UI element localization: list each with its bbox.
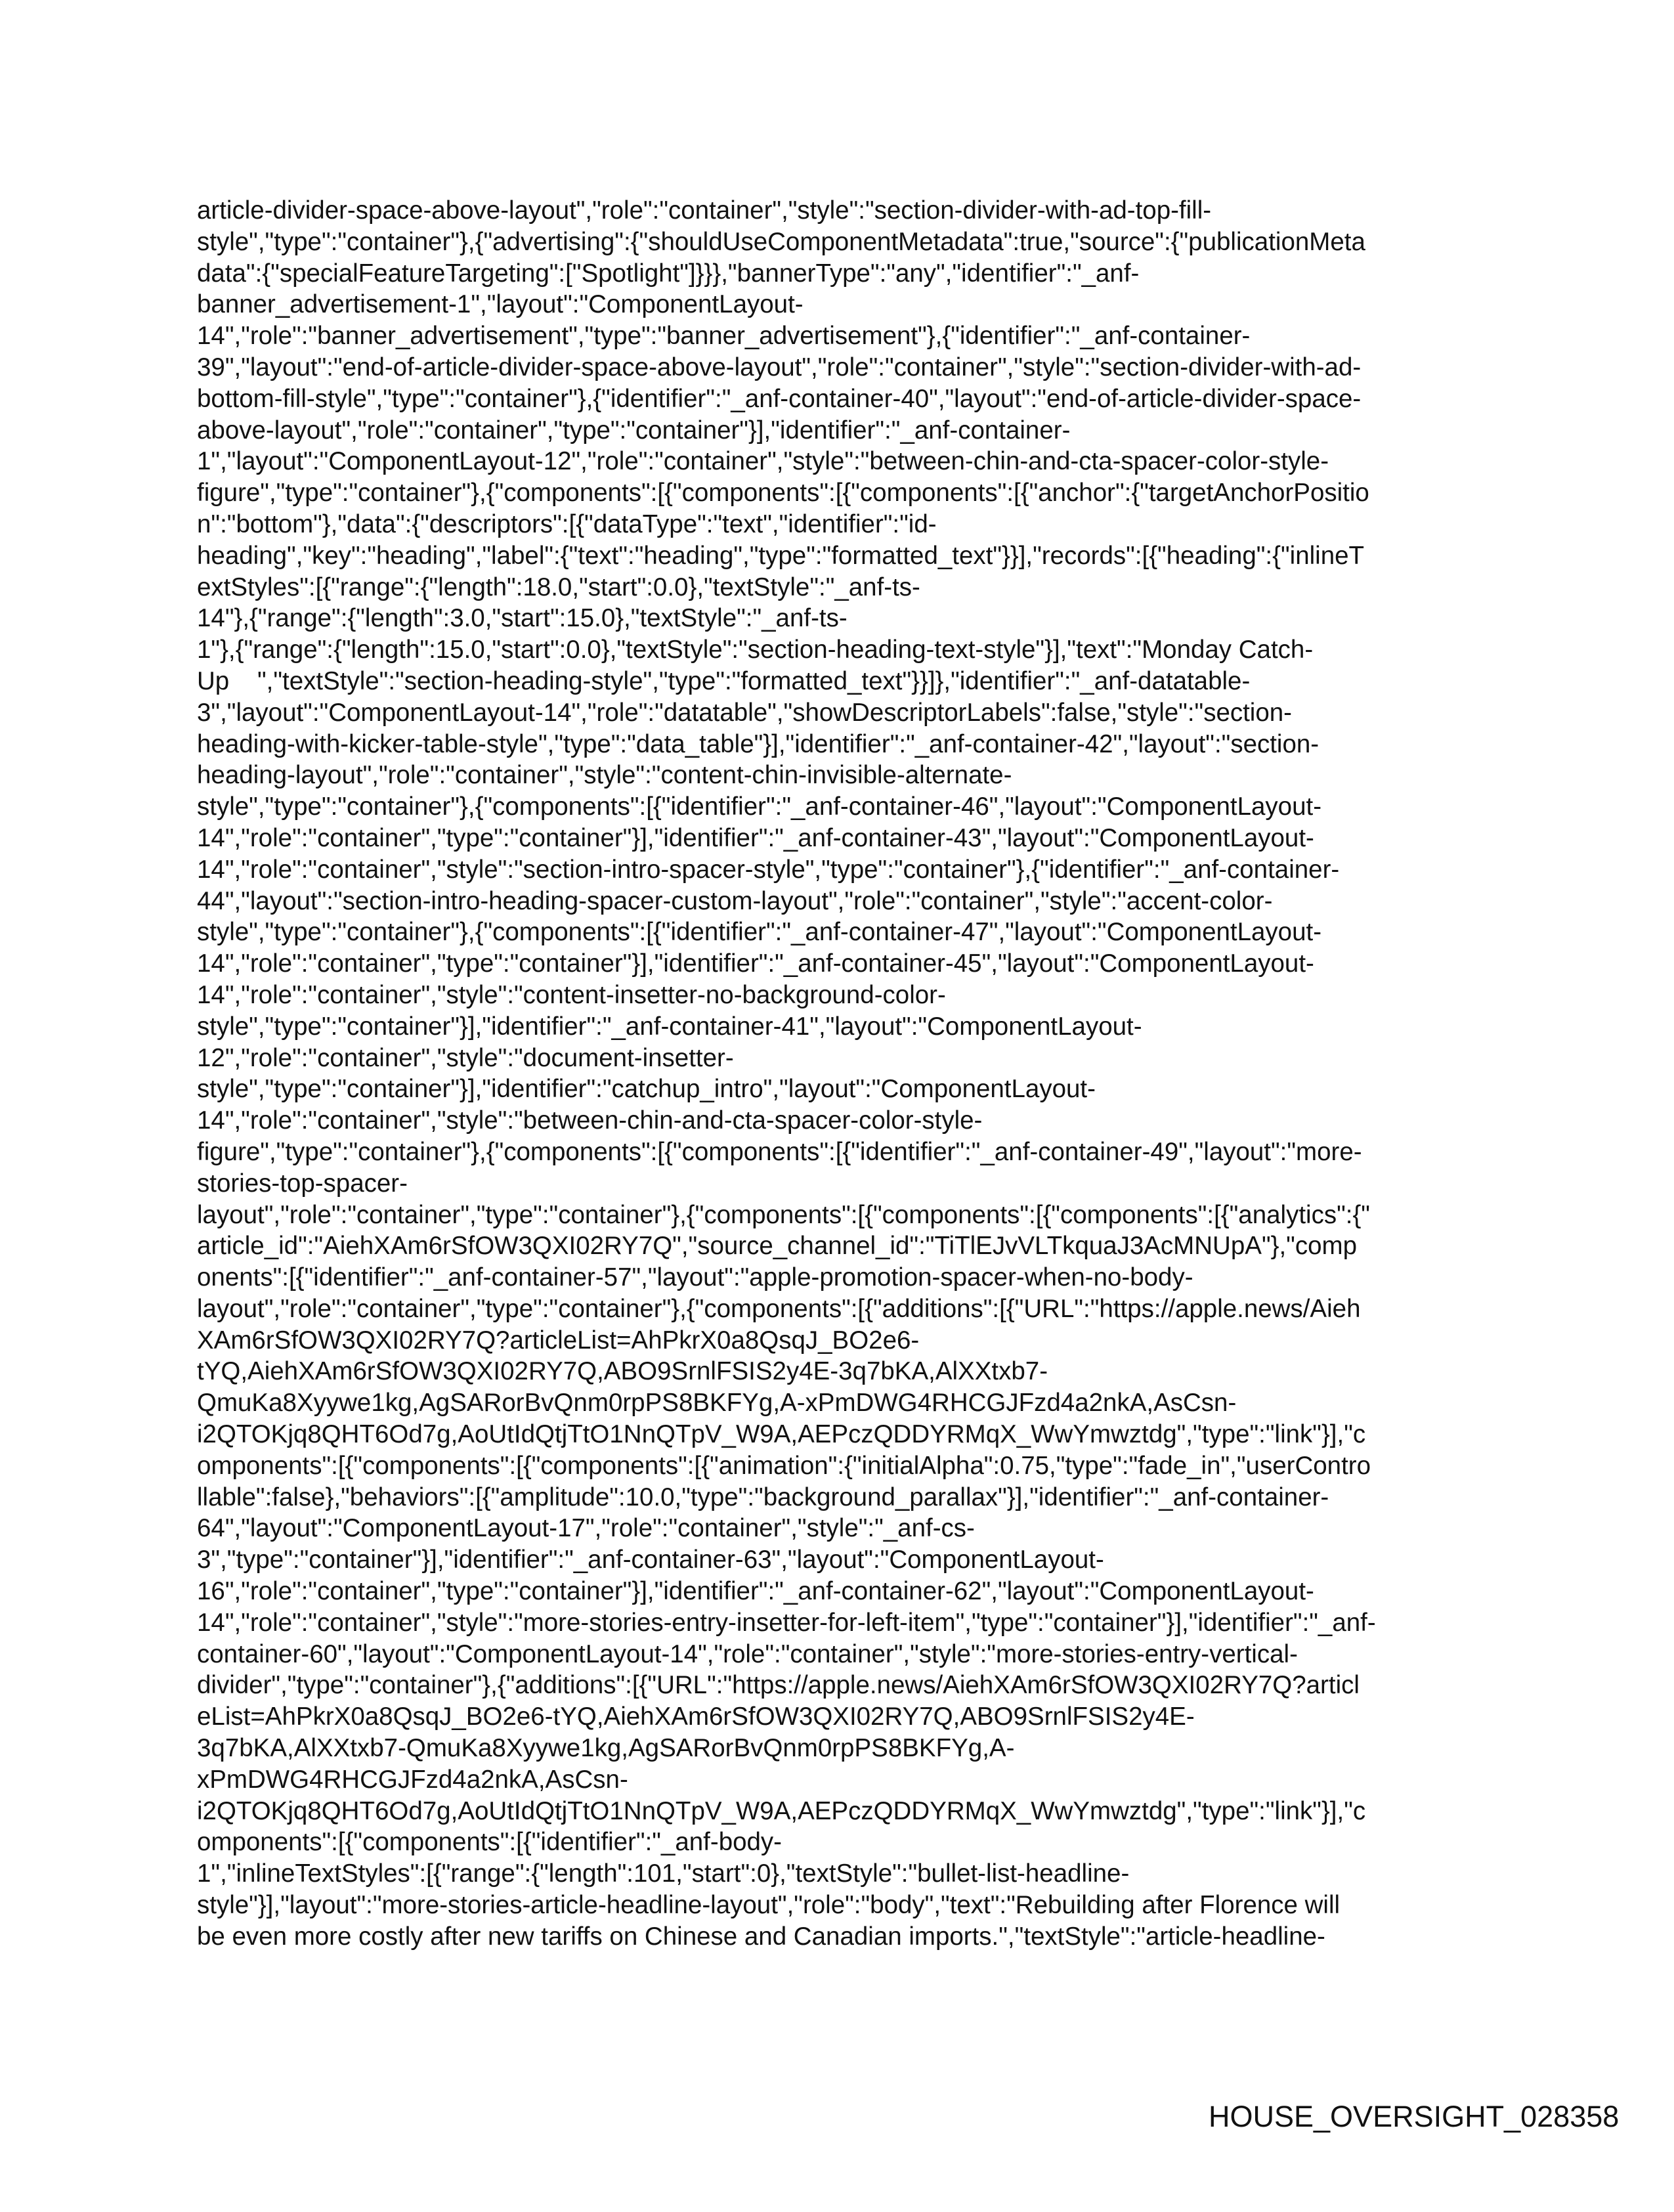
text-line: llable":false},"behaviors":[{"amplitude":10.0,"type":"background_parallax"}],"identifier":"_anf-container-: [197, 1483, 1329, 1511]
text-line: style","type":"container"}],"identifier":"catchup_intro","layout":"ComponentLayout-: [197, 1075, 1096, 1104]
text-line: XAm6rSfOW3QXI02RY7Q?articleList=AhPkrX0a8QsqJ_BO2e6-: [197, 1326, 920, 1355]
text-line: 3q7bKA,AlXXtxb7-QmuKa8Xyywe1kg,AgSARorBvQnm0rpPS8BKFYg,A-: [197, 1734, 1015, 1763]
text-line: 12","role":"container","style":"document-insetter-: [197, 1043, 734, 1072]
text-line: extStyles":[{"range":{"length":18.0,"start":0.0},"textStyle":"_anf-ts-: [197, 573, 920, 601]
text-line: heading-layout","role":"container","style":"content-chin-invisible-alternate-: [197, 761, 1012, 790]
text-line: layout","role":"container","type":"container"},{"components":[{"additions":[{"URL":"https://apple.news/Aieh: [197, 1294, 1361, 1323]
text-line: omponents":[{"components":[{"identifier":"_anf-body-: [197, 1828, 783, 1857]
text-line: bottom-fill-style","type":"container"},{"identifier":"_anf-container-40","layout":"end-of-article-divider-space-: [197, 384, 1362, 413]
text-line: 1","inlineTextStyles":[{"range":{"length":101,"start":0},"textStyle":"bullet-list-headline-: [197, 1859, 1130, 1888]
text-line: banner_advertisement-1","layout":"ComponentLayout-: [197, 290, 804, 319]
text-line: xPmDWG4RHCGJFzd4a2nkA,AsCsn-: [197, 1765, 628, 1794]
text-line: stories-top-spacer-: [197, 1169, 408, 1198]
text-line: omponents":[{"components":[{"components":[{"animation":{"initialAlpha":0.75,"type":"fade_in","userContro: [197, 1451, 1371, 1480]
text-line: 1","layout":"ComponentLayout-12","role":"container","style":"between-chin-and-cta-spacer-color-style-: [197, 447, 1329, 476]
document-body-text: [197, 195, 1477, 1953]
bates-stamp: HOUSE_OVERSIGHT_028358: [1209, 2100, 1620, 2133]
text-line: 14"},{"range":{"length":3.0,"start":15.0},"textStyle":"_anf-ts-: [197, 604, 848, 633]
text-line: 64","layout":"ComponentLayout-17","role":"container","style":"_anf-cs-: [197, 1514, 975, 1543]
text-line: i2QTOKjq8QHT6Od7g,AoUtIdQtjTtO1NnQTpV_W9A,AEPczQDDYRMqX_WwYmwztdg","type":"link"}],"c: [197, 1420, 1366, 1449]
text-line: 3","layout":"ComponentLayout-14","role":"datatable","showDescriptorLabels":false,"style":"section-: [197, 698, 1293, 727]
text-line: figure","type":"container"},{"components":[{"components":[{"identifier":"_anf-container-49","layout":"more-: [197, 1137, 1362, 1166]
text-line: 44","layout":"section-intro-heading-spacer-custom-layout","role":"container","style":"accent-color-: [197, 886, 1273, 915]
text-line: eList=AhPkrX0a8QsqJ_BO2e6-tYQ,AiehXAm6rSfOW3QXI02RY7Q,ABO9SrnlFSIS2y4E-: [197, 1702, 1195, 1731]
text-line: style","type":"container"},{"components":[{"identifier":"_anf-container-47","layout":"ComponentLayout-: [197, 918, 1322, 947]
text-line: article-divider-space-above-layout","role":"container","style":"section-divider-with-ad-top-fill-: [197, 196, 1212, 225]
text-line: style"}],"layout":"more-stories-article-headline-layout","role":"body","text":"Rebuilding after Florence will: [197, 1891, 1341, 1920]
text-line: 14","role":"container","type":"container"}],"identifier":"_anf-container-43","layout":"ComponentLayout-: [197, 823, 1314, 852]
text-line: data":{"specialFeatureTargeting":["Spotlight"]}}},"bannerType":"any","identifier":"_anf-: [197, 259, 1140, 288]
text-line: container-60","layout":"ComponentLayout-14","role":"container","style":"more-stories-entry-vertical-: [197, 1639, 1298, 1668]
text-line: above-layout","role":"container","type":"container"}],"identifier":"_anf-container-: [197, 416, 1071, 445]
text-line: 1"},{"range":{"length":15.0,"start":0.0},"textStyle":"section-heading-text-style"}],"text":"Monday Catch-: [197, 636, 1314, 664]
text-line: i2QTOKjq8QHT6Od7g,AoUtIdQtjTtO1NnQTpV_W9A,AEPczQDDYRMqX_WwYmwztdg","type":"link"}],"c: [197, 1796, 1366, 1825]
text-line: 14","role":"container","type":"container"}],"identifier":"_anf-container-45","layout":"ComponentLayout-: [197, 949, 1314, 978]
text-line: QmuKa8Xyywe1kg,AgSARorBvQnm0rpPS8BKFYg,A-xPmDWG4RHCGJFzd4a2nkA,AsCsn-: [197, 1389, 1237, 1418]
text-line: 39","layout":"end-of-article-divider-space-above-layout","role":"container","style":"section-divider-with-ad-: [197, 353, 1362, 381]
text-line: 14","role":"container","style":"content-insetter-no-background-color-: [197, 980, 946, 1009]
text-line: 14","role":"container","style":"between-chin-and-cta-spacer-color-style-: [197, 1106, 983, 1135]
text-line: style","type":"container"},{"advertising":{"shouldUseComponentMetadata":true,"source":{"publicationMeta: [197, 227, 1365, 256]
text-line: heading","key":"heading","label":{"text":"heading","type":"formatted_text"}}],"records":[{"heading":{"inlineT: [197, 541, 1365, 570]
text-line: onents":[{"identifier":"_anf-container-57","layout":"apple-promotion-spacer-when-no-body-: [197, 1263, 1193, 1292]
text-line: style","type":"container"},{"components":[{"identifier":"_anf-container-46","layout":"ComponentLayout-: [197, 792, 1322, 821]
text-line: heading-with-kicker-table-style","type":"data_table"}],"identifier":"_anf-container-42","layout":"section-: [197, 729, 1320, 758]
text-line: tYQ,AiehXAm6rSfOW3QXI02RY7Q,ABO9SrnlFSIS2y4E-3q7bKA,AlXXtxb7-: [197, 1357, 1048, 1386]
text-line: 3","type":"container"}],"identifier":"_anf-container-63","layout":"ComponentLayout-: [197, 1546, 1104, 1574]
text-line: 14","role":"container","style":"more-stories-entry-insetter-for-left-item","type":"container"}],"identifier":"_anf-: [197, 1608, 1376, 1637]
text-line: 14","role":"banner_advertisement","type":"banner_advertisement"},{"identifier":"_anf-container-: [197, 322, 1251, 351]
text-line: figure","type":"container"},{"components":[{"components":[{"components":[{"anchor":{"targetAnchorPositio: [197, 479, 1369, 508]
text-line: 16","role":"container","type":"container"}],"identifier":"_anf-container-62","layout":"ComponentLayout-: [197, 1577, 1314, 1606]
text-line: 14","role":"container","style":"section-intro-spacer-style","type":"container"},{"identifier":"_anf-container-: [197, 855, 1340, 884]
text-line: be even more costly after new tariffs on Chinese and Canadian imports.","textStyle":"article-headline-: [197, 1922, 1325, 1951]
text-line: divider","type":"container"},{"additions":[{"URL":"https://apple.news/AiehXAm6rSfOW3QXI02RY7Q?articl: [197, 1671, 1360, 1700]
text-line: style","type":"container"}],"identifier":"_anf-container-41","layout":"ComponentLayout-: [197, 1012, 1142, 1041]
text-line: article_id":"AiehXAm6rSfOW3QXI02RY7Q","source_channel_id":"TiTlEJvVLTkquaJ3AcMNUpA"},"comp: [197, 1232, 1357, 1261]
text-line: layout","role":"container","type":"container"},{"components":[{"components":[{"components":[{"analytics":{": [197, 1200, 1370, 1229]
text-line: Up ","textStyle":"section-heading-style","type":"formatted_text"}}]},"identifier":"_anf-datatable-: [197, 666, 1251, 695]
text-line: n":"bottom"},"data":{"descriptors":[{"dataType":"text","identifier":"id-: [197, 510, 937, 538]
